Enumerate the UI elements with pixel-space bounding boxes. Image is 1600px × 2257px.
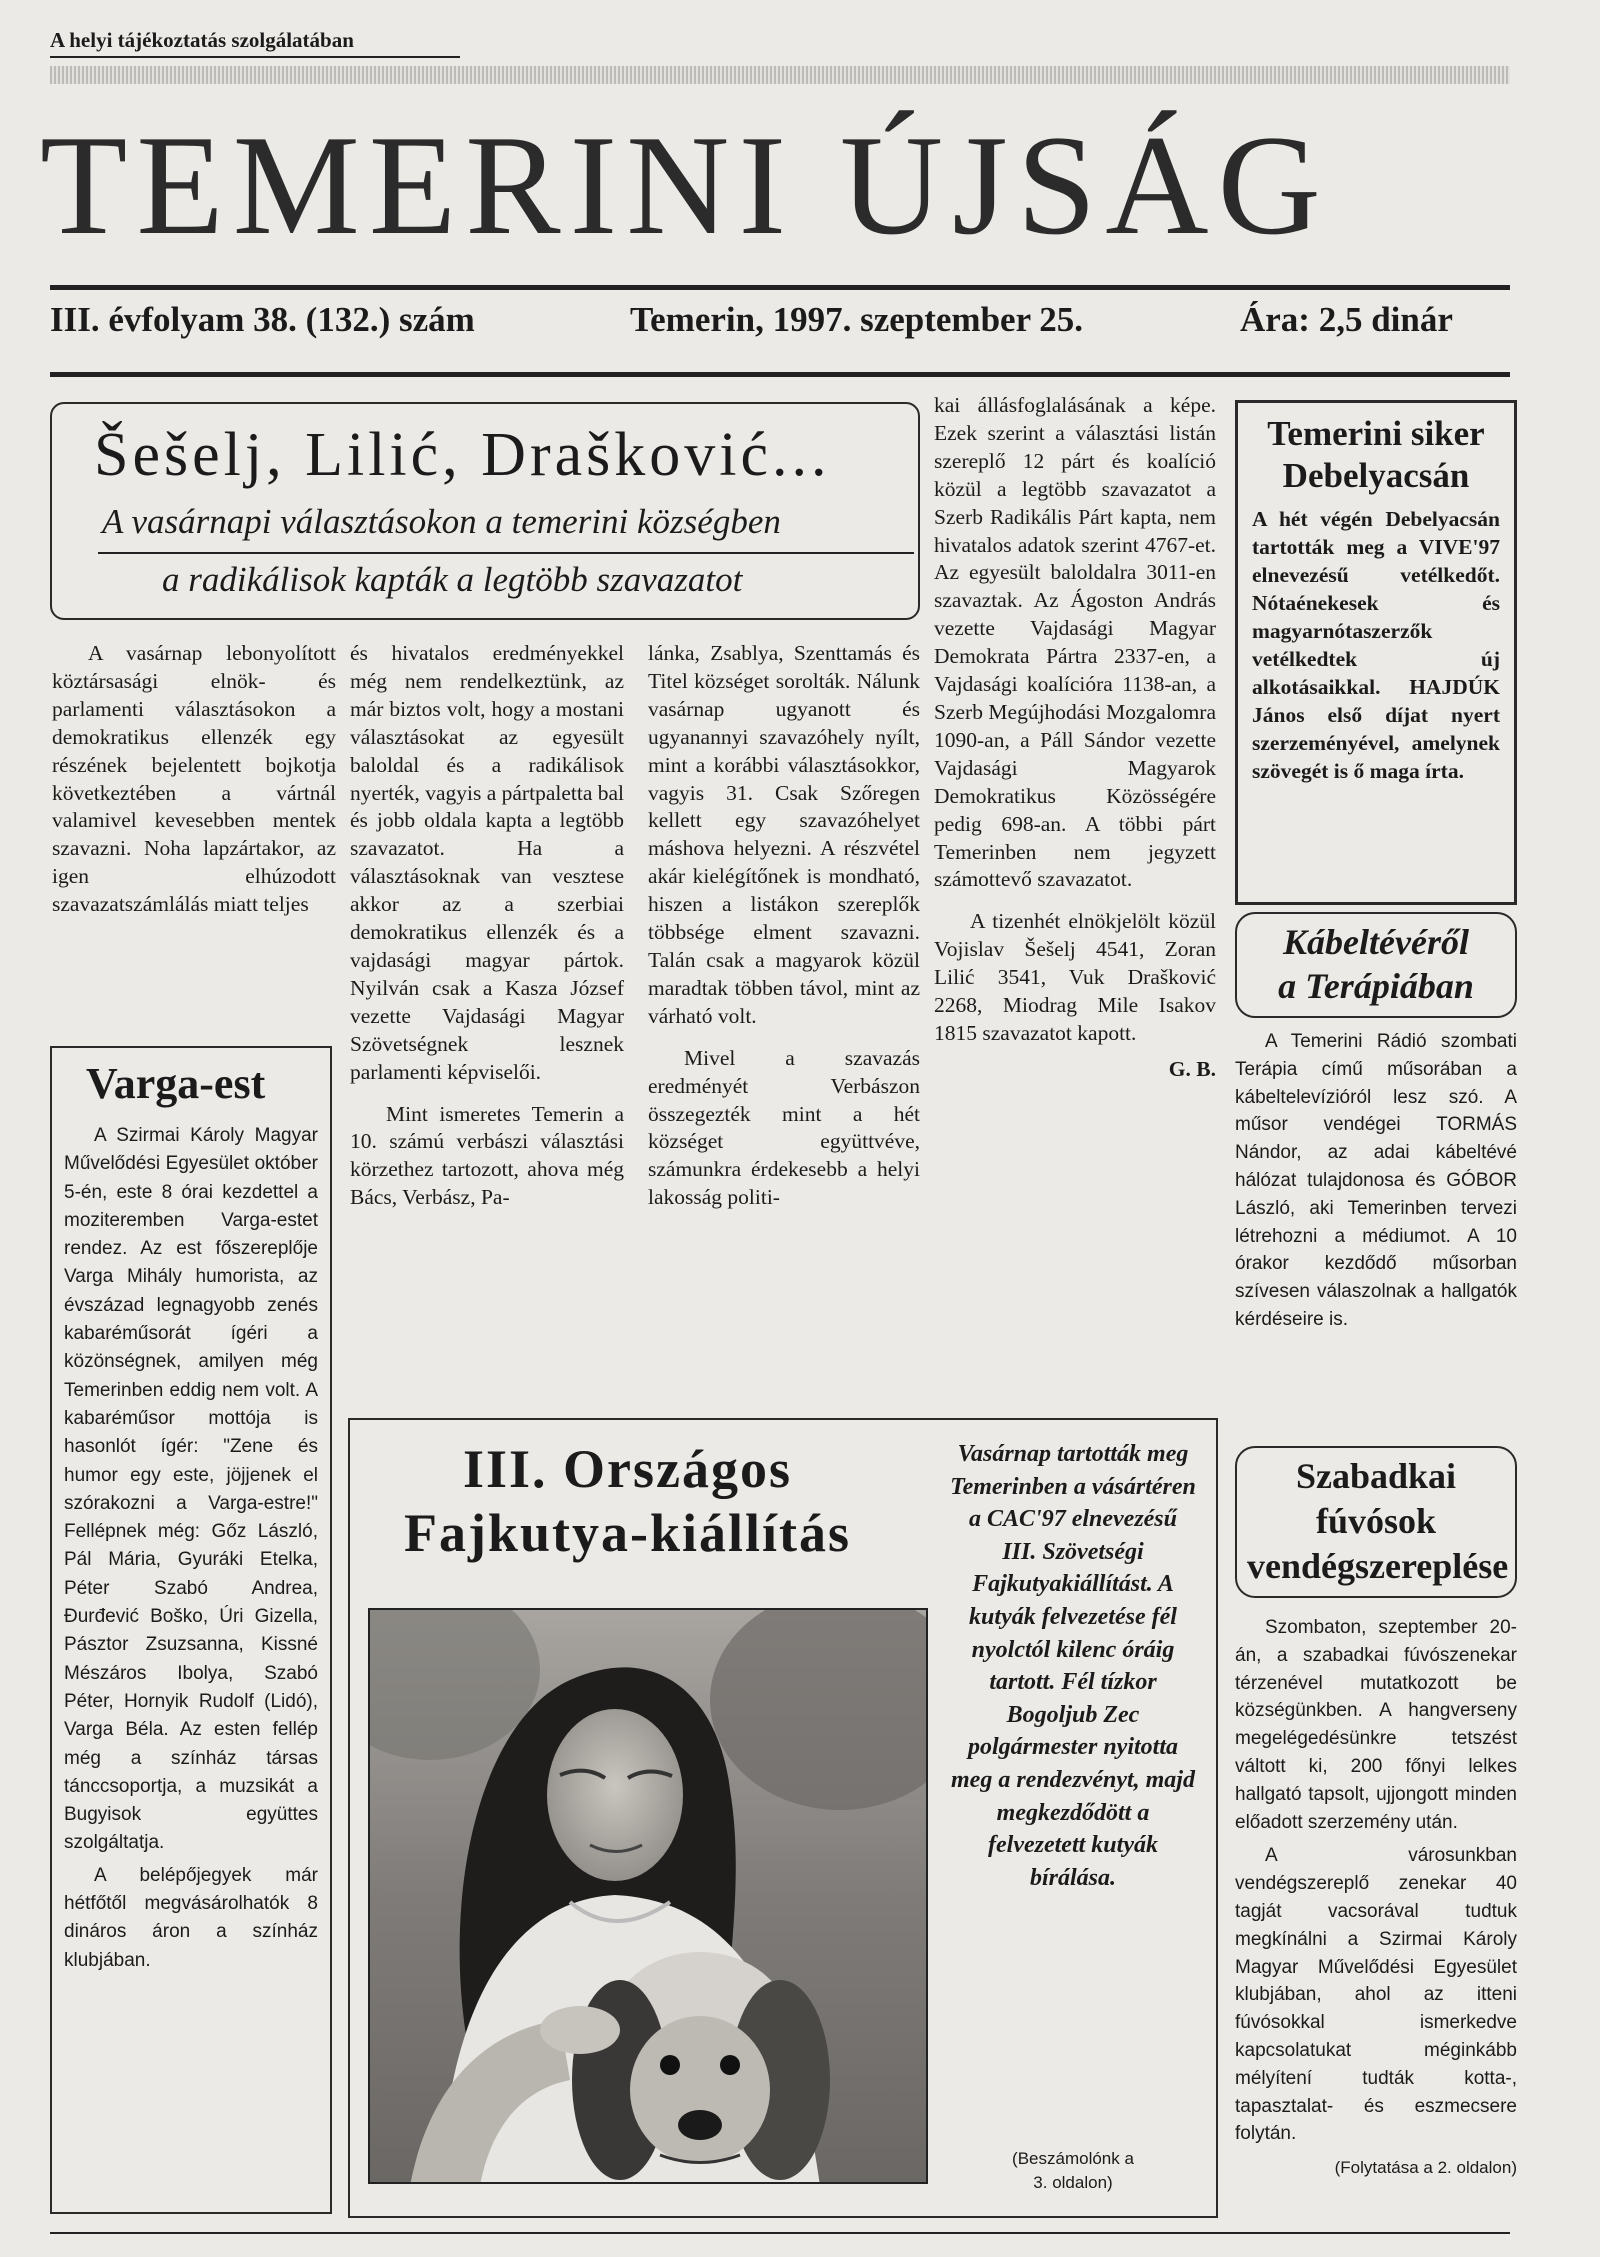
lead-headline-box: [50, 402, 920, 620]
debelyacsa-body: A hét végén Debelyacsán tartották meg a VIVE'97 elnevezésű vetélkedőt. Nótaénekesek és magyarnótaszerzők vetélkedtek új alkotásaikkal. HAJDÚK János első díjat nyert szerzeményével, amelynek szövegét is ő maga írta.: [1252, 507, 1500, 783]
dogshow-photo: [368, 1608, 928, 2184]
lead-subhead-1: A vasárnapi választásokon a temerini községben: [102, 502, 781, 541]
varga-title: Varga-est: [86, 1059, 266, 1108]
lead-article-col-3: lánka, Zsablya, Szenttamás és Titel községet sorolták. Nálunk vasárnap ugyanott és ugyanannyi szavazóhely nyílt, mint a korábbi választásokkor, vagyis 31. Csak Szőregen kellett egy szavazóhelyet máshova helyezni. A részvétel akár kielégítőnek is mondható, hiszen a listákon szereplők többsége elment szavazni. Talán csak a magyarok közül maradtak többen távol, mint az várható volt. Mivel a szavazás eredményét Verbászon összegezték mint a hét községet együttvéve, számunkra érdekesebb a helyi lakosság politi-: [648, 641, 920, 1210]
lead-headline: Šešelj, Lilić, Drašković...: [94, 421, 831, 489]
varga-box: [50, 1046, 332, 2214]
fuvosok-body-2: A városunkban vendégszereplő zenekar 40 tagját vacsorával tudtuk megkínálni a Szirmai Károly Magyar Művelődési Egyesület klubjában, ahol az itteni fúvósokkal ismerkedve kapcsolatukat méginkább mélyítení tudták kotta-, tapasztalat- és eszmecsere folytán.: [1235, 1845, 1517, 2145]
volume-number: III. évfolyam 38. (132.) szám: [50, 300, 475, 339]
kabel-title-box: [1235, 912, 1517, 1018]
lead-subhead-rule: [98, 552, 914, 554]
fuvosok-body-1: Szombaton, szeptember 20-án, a szabadkai fúvószenekar térzenével mutatkozott be községünkben. A hangverseny megelégedésünkre tetszést váltott ki, 200 főnyi lelkes hallgató tapsolt, ujjongott minden előadott szerzemény után.: [1235, 1617, 1517, 1833]
kabel-title-1: Kábeltévéről: [1283, 922, 1469, 962]
lead-signature: G. B.: [1168, 1056, 1216, 1081]
kabel-body: A Temerini Rádió szombati Terápia című műsorában a kábeltelevízióról lesz szó. A műsor vendégei TORMÁS Nándor, az adai kábeltévé hálózat tulajdonosa és GÓBOR László, aki Temerinben tervezi létrehozni a médiumot. A 10 órakor kezdődő műsorban szívesen válaszolnak a hallgatók kérdéseire is.: [1235, 1031, 1517, 1330]
lead-article-col-2: és hivatalos eredményekkel még nem rendelkeztünk, az már biztos volt, hogy a mostani választásokat az egyesült baloldal és a radikálisok nyerték, vagyis a pártpaletta bal és jobb oldala kapta a legtöbb szavazatot. Ha a választásoknak van vesztese akkor az a szerbiai demokratikus ellenzék és a vajdasági magyar pártok. Nyilván csak a Kasza József vezette Vajdasági Magyar Szövetségnek lesznek parlamenti képviselői. Mint ismeretes Temerin a 10. számú verbászi választási körzethez tartozott, ahova még Bács, Verbász, Pa-: [350, 641, 625, 1210]
lead-article-col-4: kai állásfoglalásának a képe. Ezek szerint a választási listán szereplő 12 párt és koalíció közül a legtöbb szavazatot a Szerb Radikális Párt kapta, nem hivatalos adatok szerint 4767-et. Az egyesült baloldalra 3011-en szavaztak. Az Ágoston András vezette Vajdasági Magyar Demokrata Pártra 2337-en, a Vajdasági koalícióra 1138-an, a Szerb Megújhodási Mozgalomra 1090-an, a Páll Sándor vezette Vajdasági Magyarok Demokratikus Közösségére pedig 698-an. A többi párt Temerinben nem jegyzett számottevő szavazatot. A tizenhét elnökjelölt közül Vojislav Šešelj 4541, Zoran Lilić 3541, Vuk Drašković 2268, Miodrag Mile Isakov 1815 szavazatot kapott. G. B.: [934, 392, 1216, 1084]
kabel-title-2: a Terápiában: [1278, 966, 1474, 1006]
tagline-underline: [50, 56, 460, 58]
debelyacsa-box: [1235, 400, 1517, 905]
newspaper-title: TEMERINI ÚJSÁG: [40, 106, 1330, 264]
debelyacsa-title: Temerini siker Debelyacsán: [1267, 414, 1485, 495]
masthead: [0, 0, 1600, 380]
masthead-top-band: [50, 66, 1510, 84]
dogshow-title-1: III. Országos: [462, 1439, 792, 1499]
dogshow-title-2: Fajkutya-kiállítás: [403, 1503, 852, 1563]
dogshow-reference-1: (Beszámolónk a: [1012, 2149, 1134, 2168]
tagline: A helyi tájékoztatás szolgálatában: [50, 28, 354, 52]
masthead-rule-top: [50, 285, 1510, 290]
masthead-rule-bottom: [50, 372, 1510, 377]
dogshow-reference-2: 3. oldalon): [1033, 2173, 1113, 2192]
page-bottom-rule: [50, 2232, 1510, 2234]
fuvosok-title-box: [1235, 1446, 1517, 1598]
fuvosok-title: Szabadkai fúvósok vendégszereplése: [1247, 1456, 1509, 1586]
varga-body-1: A Szirmai Károly Magyar Művelődési Egyesület október 5-én, este 8 órai kezdettel a moziteremben Varga-estet rendez. Az est főszereplője Varga Mihály humorista, az évszázad legnagyobb zenés kabaréműsorát ígéri a közönségnek, amilyen még Temerinben eddig nem volt. A kabaréműsor mottója is hasonlót ígér: "Zene és humor egy este, jöjjenek el szórakozni a Varga-estre!" Fellépnek még: Gőz László, Pál Mária, Gyuráki Etelka, Péter Szabó Andrea, Đurđević Boško, Úri Gizella, Pásztor Zsuzsanna, Kissné Mészáros Ibolya, Szabó Péter, Hornyik Rudolf (Lidó), Varga Béla. Az esten fellép még a színház társas tánccsoportja, a muzsikát a Bugyisok együttes szolgáltatja.: [64, 1125, 318, 1854]
fuvosok-continued: (Folytatása a 2. oldalon): [1334, 2158, 1517, 2178]
fuvosok-body: [1235, 1614, 1517, 2182]
issue-price: Ára: 2,5 dinár: [1240, 300, 1453, 339]
dogshow-photo-image: [370, 1610, 928, 2184]
dogshow-box: [348, 1418, 1218, 2218]
issue-date: Temerin, 1997. szeptember 25.: [630, 300, 1083, 339]
varga-body-2: A belépőjegyek már hétfőtől megvásárolhatók 8 dináros áron a színház klubjában.: [64, 1864, 318, 1971]
dogshow-caption: Vasárnap tartották meg Temerinben a vásártéren a CAC'97 elnevezésű III. Szövetségi Fajkutyakiállítást. A kutyák felvezetése fél nyolctól kilenc óráig tartott. Fél tízkor Bogoljub Zec polgármester nyitotta meg a rendezvényt, majd megkezdődött a felvezetett kutyák bírálása.: [950, 1441, 1196, 1891]
lead-article-col-1: A vasárnap lebonyolított köztársasági elnök- és parlamenti választásokon a demokratikus ellenzék egy részének bejelentett bojkotja következtében a vártnál valamivel kevesebben mentek szavazni. Noha lapzártakor, az igen elhúzodott szavazatszámlálás miatt teljes: [52, 641, 336, 917]
lead-subhead-2: a radikálisok kapták a legtöbb szavazatot: [162, 560, 743, 599]
